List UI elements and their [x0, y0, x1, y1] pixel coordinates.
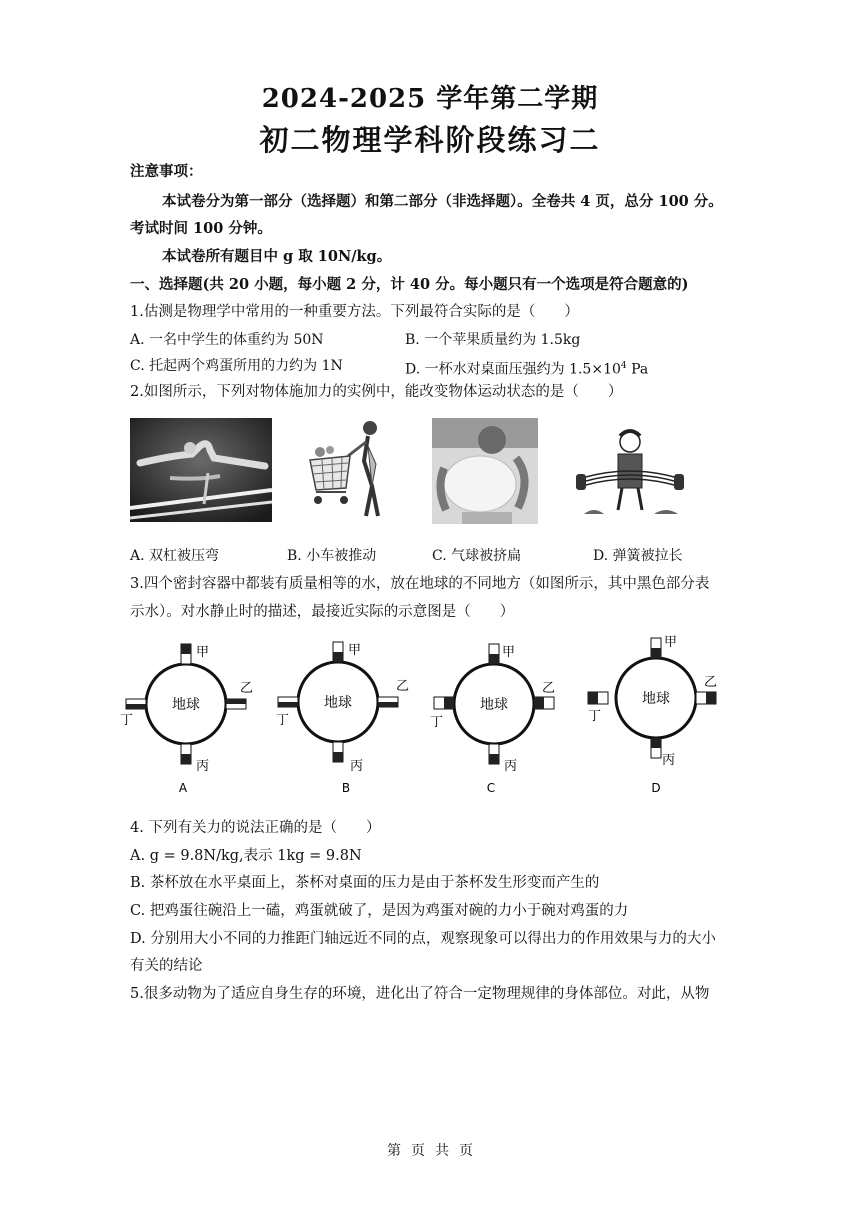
- earth-label: 地球: [480, 697, 508, 713]
- footer-ye: 页: [411, 1143, 425, 1159]
- q2-stem: 2.如图所示，下列对物体施加力的实例中，能改变物体运动状态的是（ ）: [130, 384, 623, 400]
- diagram-label-a: A: [178, 781, 188, 795]
- q1-option-d: D. 一杯水对桌面压强约为 $1.5\times 10^4$ Pa: [405, 361, 649, 378]
- section-heading: 一、选择题(共 20 小题，每小题 2 分，计 40 分。每小题只有一个选项是符合题意的): [130, 276, 689, 293]
- q4-option-d-line-1: D. 分别用大小不同的力推距门轴远近不同的点，观察现象可以得出力的作用效果与力的大小: [130, 931, 716, 947]
- label-jia: 甲: [664, 635, 678, 650]
- label-bing: 丙: [504, 759, 518, 774]
- earth-label: 地球: [172, 697, 200, 713]
- q3-stem-line-2: 示水）。对水静止时的描述，最接近实际的示意图是（ ）: [130, 604, 515, 620]
- parallel-bars-photo: [130, 418, 272, 522]
- q5-stem: 5.很多动物为了适应自身生存的环境，进化出了符合一定物理规律的身体部位。对此，从物: [130, 986, 710, 1002]
- earth-container-diagrams: [110, 632, 730, 802]
- notice-line-2: 考试时间 100 分钟。: [130, 220, 272, 237]
- spring-stretch-photo: [574, 428, 686, 520]
- diagram-label-b: B: [341, 781, 351, 795]
- q1-option-a: A. 一名中学生的体重约为 50N: [130, 332, 324, 348]
- earth-label: 地球: [642, 691, 670, 707]
- q1-option-c: C. 托起两个鸡蛋所用的力约为 1N: [130, 358, 343, 374]
- q4-option-c: C. 把鸡蛋往碗沿上一磕，鸡蛋就破了，是因为鸡蛋对碗的力小于碗对鸡蛋的力: [130, 903, 629, 919]
- q1-stem: 1.估测是物理学中常用的一种重要方法。下列最符合实际的是（ ）: [130, 304, 579, 320]
- label-bing: 丙: [196, 759, 210, 774]
- label-ding: 丁: [120, 713, 134, 728]
- diagram-label-d: D: [651, 781, 661, 795]
- earth-diagram-b: [276, 642, 409, 795]
- diagram-label-c: C: [486, 781, 496, 795]
- earth-diagram-c: [430, 644, 555, 795]
- label-jia: 甲: [348, 643, 362, 658]
- footer-ye-2: 页: [459, 1143, 473, 1159]
- footer-gong: 共: [435, 1143, 449, 1159]
- page-footer: [0, 1140, 860, 1160]
- label-jia: 甲: [502, 645, 516, 660]
- q4-option-b: B. 茶杯放在水平桌面上，茶杯对桌面的压力是由于茶杯发生形变而产生的: [130, 875, 600, 891]
- notice-heading: 注意事项：: [130, 163, 203, 180]
- q2-option-d: D. 弹簧被拉长: [593, 548, 683, 564]
- notice-line-1: 本试卷分为第一部分（选择题）和第二部分（非选择题）。全卷共 4 页，总分 100 分。: [162, 193, 723, 210]
- squeezed-balloon-photo: [432, 418, 538, 524]
- label-bing: 丙: [350, 759, 364, 774]
- label-yi: 乙: [542, 681, 556, 696]
- q1-option-b: B. 一个苹果质量约为 1.5kg: [405, 332, 581, 348]
- label-ding: 丁: [430, 715, 444, 730]
- notice-line-3: 本试卷所有题目中 g 取 10N/kg。: [162, 248, 392, 265]
- label-ding: 丁: [276, 713, 290, 728]
- exam-title-subject: 初二物理学科阶段练习二: [259, 123, 601, 157]
- label-bing: 丙: [662, 753, 676, 768]
- exam-title-year: 2024-2025 学年第二学期: [261, 84, 599, 114]
- label-jia: 甲: [196, 645, 210, 660]
- q2-option-b: B. 小车被推动: [287, 548, 377, 564]
- label-yi: 乙: [240, 681, 254, 696]
- q3-stem-line-1: 3.四个密封容器中都装有质量相等的水，放在地球的不同地方（如图所示，其中黑色部分表: [130, 576, 710, 592]
- q4-option-a: A. g = 9.8N/kg,表示 1kg = 9.8N: [130, 848, 362, 864]
- earth-diagram-d: [588, 635, 717, 795]
- earth-diagram-a: [120, 644, 253, 795]
- footer-di: 第: [387, 1143, 401, 1159]
- label-ding: 丁: [588, 709, 602, 724]
- shopping-cart-photo: [302, 416, 394, 524]
- q4-option-d-line-2: 有关的结论: [130, 958, 203, 974]
- earth-label: 地球: [324, 695, 352, 711]
- q4-stem: 4. 下列有关力的说法正确的是（ ）: [130, 820, 381, 836]
- q2-option-c: C. 气球被挤扁: [432, 548, 522, 564]
- label-yi: 乙: [396, 679, 410, 694]
- q2-option-a: A. 双杠被压弯: [130, 548, 220, 564]
- label-yi: 乙: [704, 675, 718, 690]
